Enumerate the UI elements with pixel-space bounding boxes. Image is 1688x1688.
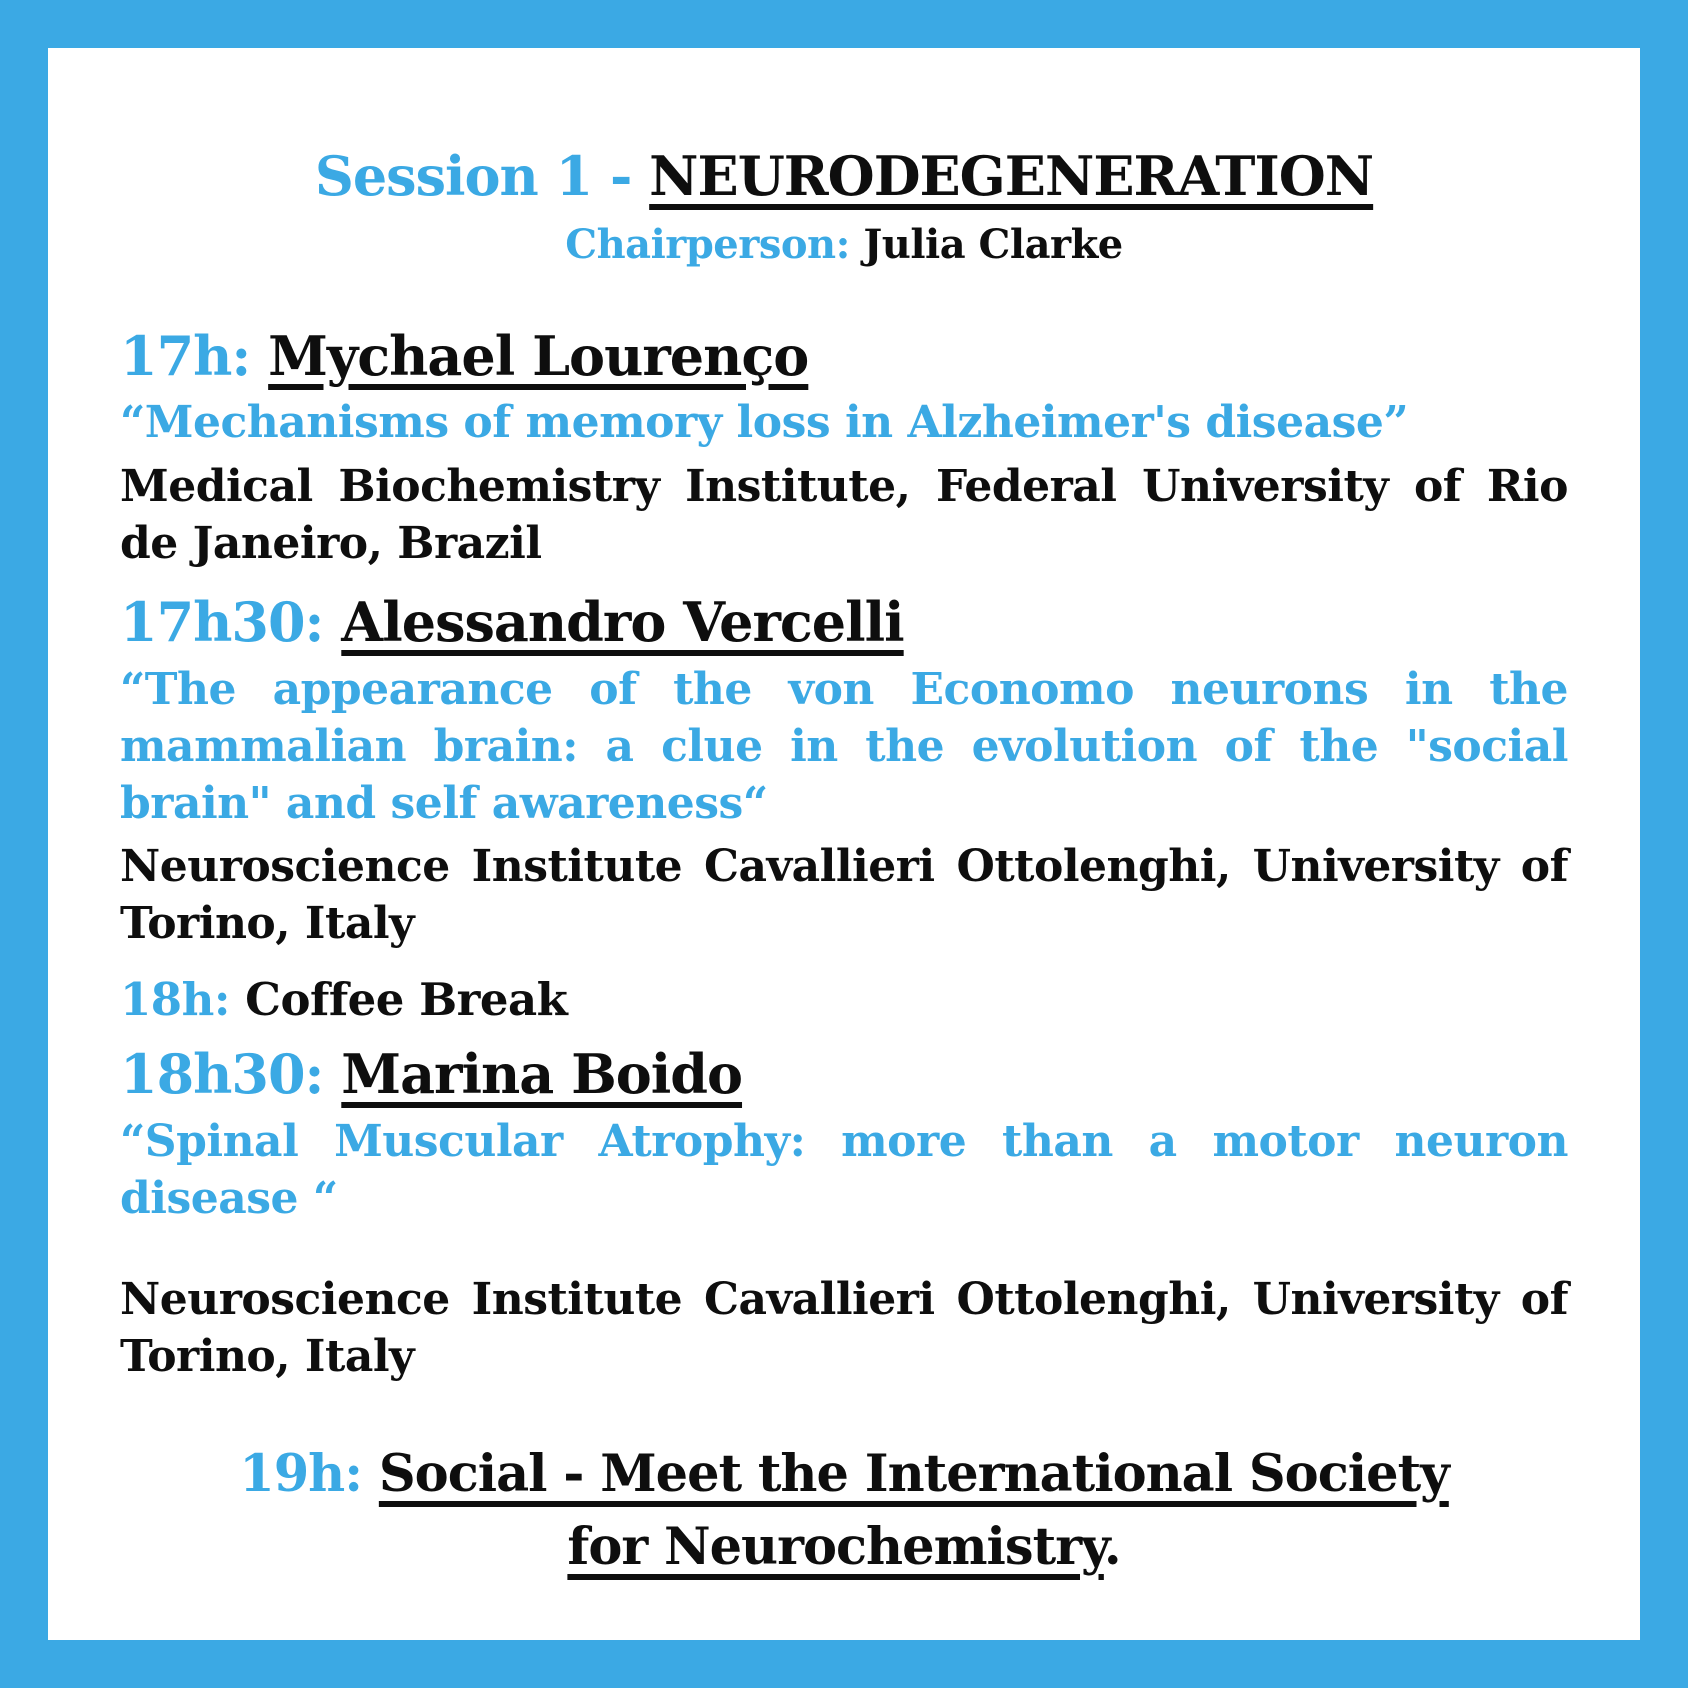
talk-1-time: 17h: (120, 323, 269, 388)
talk-1-affiliation: Medical Biochemistry Institute, Federal University of Rio de Janeiro, Brazil (120, 460, 1568, 569)
chairperson-label: Chairperson: (565, 220, 864, 268)
talk-1-header (120, 323, 1568, 388)
session-label: Session 1 - (314, 144, 650, 208)
coffee-break-row (120, 972, 1568, 1026)
coffee-break-label: Coffee Break (245, 972, 568, 1026)
program-schedule (120, 323, 1568, 1586)
talk-1-speaker: Mychael Lourenço (268, 323, 809, 388)
chairperson-line (120, 221, 1568, 268)
social-event-label: Social - Meet the International Society for Neurochemistry (378, 1443, 1449, 1578)
session-title-line (120, 144, 1568, 208)
talk-3-title: “Spinal Muscular Atrophy: more than a motor neuron disease “ (120, 1115, 1568, 1224)
talk-2-speaker: Alessandro Vercelli (341, 589, 904, 654)
talk-2-time: 17h30: (120, 589, 342, 654)
talk-3-time: 18h30: (120, 1042, 342, 1107)
social-event-period: . (1103, 1517, 1121, 1578)
talk-2-header (120, 589, 1568, 654)
talk-3-affiliation: Neuroscience Institute Cavallieri Ottolenghi, University of Torino, Italy (120, 1274, 1568, 1383)
talk-2-title: “The appearance of the von Economo neurons in the mammalian brain: a clue in the evolution of the "social brain" and self awareness“ (120, 663, 1568, 829)
social-event-time: 19h: (239, 1443, 379, 1504)
talk-3-header (120, 1042, 1568, 1107)
session-topic: NEURODEGENERATION (649, 144, 1374, 208)
talk-2-affiliation: Neuroscience Institute Cavallieri Ottolenghi, University of Torino, Italy (120, 841, 1568, 950)
talk-3-speaker: Marina Boido (341, 1042, 743, 1107)
program-card (48, 48, 1640, 1640)
coffee-break-time: 18h: (120, 972, 246, 1026)
social-event-row (229, 1438, 1459, 1586)
chairperson-name: Julia Clarke (863, 220, 1123, 268)
talk-1-title: “Mechanisms of memory loss in Alzheimer's disease” (120, 397, 1409, 449)
